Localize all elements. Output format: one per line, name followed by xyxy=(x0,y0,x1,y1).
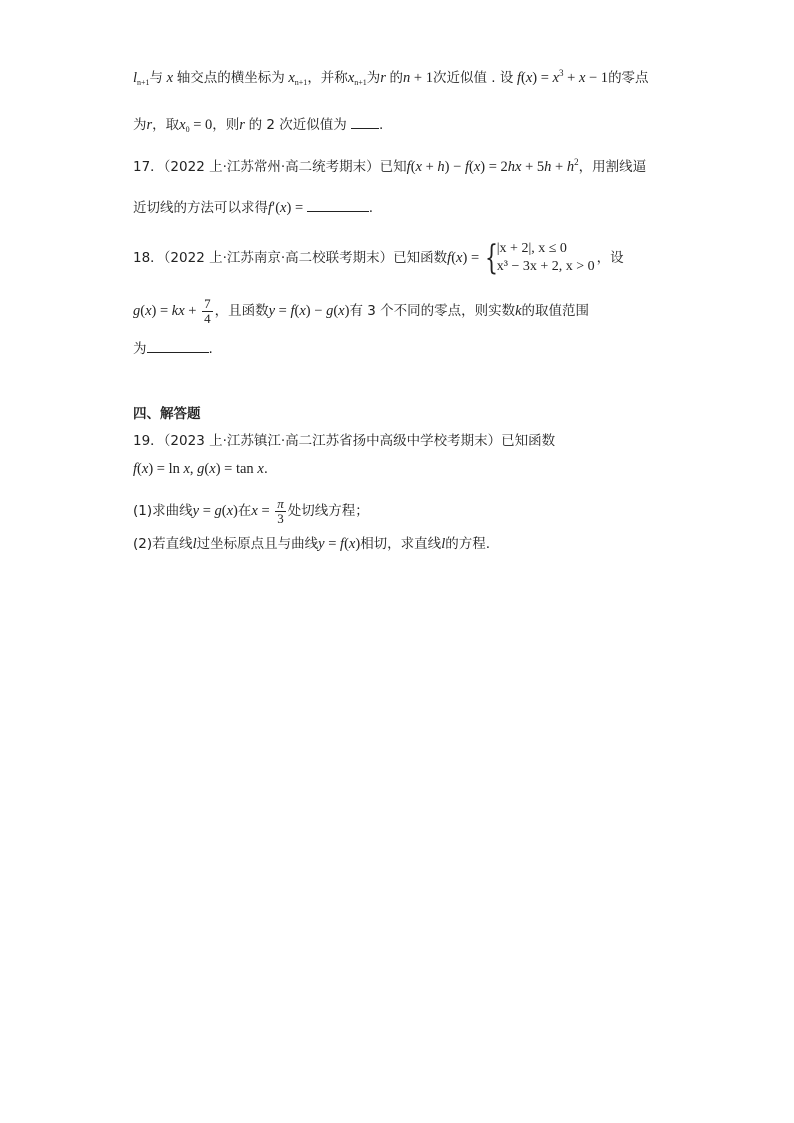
q18-text: . xyxy=(208,341,213,357)
q17-text: 17．（2022 上·江苏常州·高二统考期末）已知 xyxy=(133,159,407,175)
answer-blank[interactable] xyxy=(307,197,369,212)
q16-text: 的零点 xyxy=(608,70,649,86)
q16-text: 为 xyxy=(366,70,381,86)
q19-text: 相切，求直线 xyxy=(360,536,442,552)
section-heading: 四、解答题 xyxy=(133,406,201,422)
q17-line2: 近切线的方法可以求得f′(x) = . xyxy=(133,197,373,218)
q18-text: ，设 xyxy=(596,250,624,266)
q16-text: 与 xyxy=(149,70,164,86)
q18-line1: 18．（2022 上·江苏南京·高二校联考期末）已知函数f(x) = { |x + 2|, x ≤ 0 x³ − 3x + 2, x > 0 ，设 xyxy=(133,238,624,278)
q17-text: 近切线的方法可以求得 xyxy=(133,200,268,216)
q19-text: (1)求曲线 xyxy=(133,503,193,519)
q16-text: 的 2 次近似值为 xyxy=(248,117,347,133)
q19-text: 过坐标原点且与曲线 xyxy=(196,536,319,552)
fraction: $\frac{7}{4}$ xyxy=(204,295,211,326)
q19-text: (2)若直线 xyxy=(133,536,193,552)
q19-text: 19．（2023 上·江苏镇江·高二江苏省扬中高级中学校考期末）已知函数 xyxy=(133,433,556,449)
q16-text: 的 xyxy=(389,70,404,86)
q19-part2: (2)若直线l过坐标原点且与曲线y = f(x)相切，求直线l的方程. xyxy=(133,536,491,552)
q19-text: 在 xyxy=(237,503,252,519)
brace-icon: { xyxy=(484,238,498,278)
q19-line2: f(x) = ln x, g(x) = tan x. xyxy=(133,461,269,477)
q16-text: ，并称 xyxy=(307,70,348,86)
q18-line3 xyxy=(133,338,213,359)
q18-text: 18．（2022 上·江苏南京·高二校联考期末）已知函数 xyxy=(133,250,448,266)
q16-text: ，取 xyxy=(152,117,180,133)
q18-line2: g(x) = kx + $\frac{7}{4}$ ，且函数y = f(x) − g(x)有 3 个不同的零点，则实数k的取值范围 xyxy=(133,295,590,326)
q16-text: ，则 xyxy=(212,117,240,133)
q16-text: . xyxy=(379,117,384,133)
q17-line1: 17．（2022 上·江苏常州·高二统考期末）已知$f(x + h) - f(x) = 2hx + 5h + h^2$，用割线逼 xyxy=(133,157,647,175)
q18-text: 为 xyxy=(133,341,147,357)
q18-text: 的取值范围 xyxy=(521,303,590,319)
q19-text: 处切线方程； xyxy=(287,503,369,519)
q16-line1: $l_{n+1}$与 x 轴交点的横坐标为 $x_{n+1}$，并称$x_{n+1}$为r 的n + 1次近似值 . 设 $f(x) = x^3 + x - 1$的零点 xyxy=(133,68,649,87)
answer-blank[interactable] xyxy=(351,114,379,129)
fraction: $\frac{\pi}{3}$ xyxy=(277,495,284,526)
q16-text: 为 xyxy=(133,117,147,133)
q16-text: 次近似值 . 设 xyxy=(432,70,514,86)
q19-text: 的方程. xyxy=(445,536,491,552)
q16-text: 轴交点的横坐标为 xyxy=(176,70,285,86)
piecewise-function xyxy=(485,240,595,276)
q17-text: ，用割线逼 xyxy=(578,159,647,175)
q17-text: . xyxy=(368,200,374,216)
q19-text: . xyxy=(263,461,269,477)
answer-blank[interactable] xyxy=(147,338,209,353)
q19-part1: (1)求曲线y = g(x)在x = $\frac{\pi}{3}$ 处切线方程； xyxy=(133,495,369,526)
q18-text: ，且函数 xyxy=(214,303,269,319)
q19-line1 xyxy=(133,431,555,451)
piecewise-row: x³ − 3x + 2, x > 0 xyxy=(496,259,595,274)
q16-line2: 为r，取$x_0 = 0$，则r 的 2 次近似值为 . xyxy=(133,114,383,137)
piecewise-row: |x + 2|, x ≤ 0 xyxy=(496,241,567,256)
q18-text: 有 3 个不同的零点，则实数 xyxy=(349,303,516,319)
